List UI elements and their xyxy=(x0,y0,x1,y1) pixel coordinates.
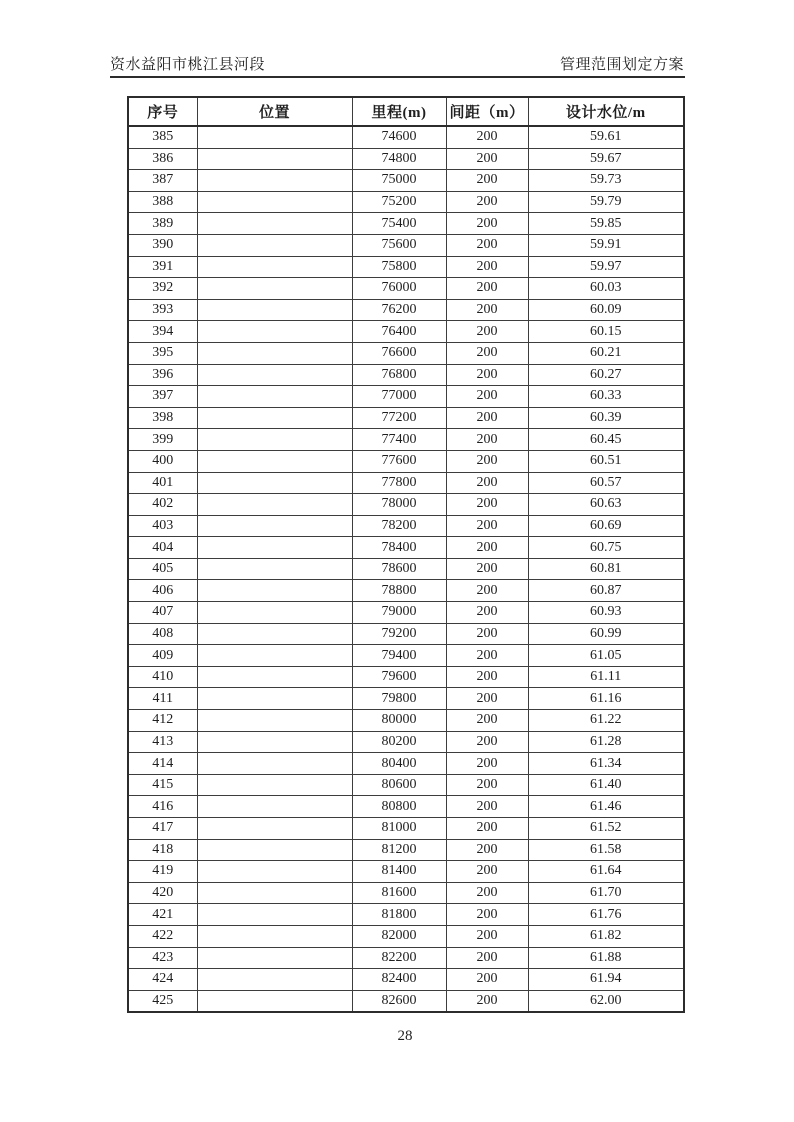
cell-location xyxy=(197,904,352,926)
cell-seq-no: 401 xyxy=(128,472,197,494)
table-row xyxy=(128,364,684,386)
cell-mileage: 75600 xyxy=(352,234,446,256)
cell-spacing: 200 xyxy=(446,537,528,559)
cell-location xyxy=(197,429,352,451)
cell-seq-no: 399 xyxy=(128,429,197,451)
cell-location xyxy=(197,148,352,170)
cell-design-water-level: 60.03 xyxy=(528,278,684,300)
cell-location xyxy=(197,623,352,645)
cell-spacing: 200 xyxy=(446,364,528,386)
cell-location xyxy=(197,515,352,537)
cell-seq-no: 418 xyxy=(128,839,197,861)
cell-mileage: 77800 xyxy=(352,472,446,494)
cell-seq-no: 385 xyxy=(128,126,197,148)
table-row xyxy=(128,256,684,278)
cell-location xyxy=(197,645,352,667)
cell-design-water-level: 61.05 xyxy=(528,645,684,667)
cell-seq-no: 408 xyxy=(128,623,197,645)
cell-mileage: 81200 xyxy=(352,839,446,861)
cell-location xyxy=(197,558,352,580)
column-header-design-water-level: 设计水位/m xyxy=(528,97,684,126)
table-row xyxy=(128,191,684,213)
cell-mileage: 76400 xyxy=(352,321,446,343)
cell-location xyxy=(197,774,352,796)
table-row xyxy=(128,386,684,408)
cell-design-water-level: 60.75 xyxy=(528,537,684,559)
cell-design-water-level: 59.67 xyxy=(528,148,684,170)
cell-seq-no: 424 xyxy=(128,969,197,991)
cell-location xyxy=(197,278,352,300)
table-row xyxy=(128,882,684,904)
table-row xyxy=(128,170,684,192)
cell-spacing: 200 xyxy=(446,472,528,494)
cell-mileage: 78400 xyxy=(352,537,446,559)
cell-seq-no: 407 xyxy=(128,602,197,624)
cell-seq-no: 392 xyxy=(128,278,197,300)
cell-spacing: 200 xyxy=(446,947,528,969)
cell-mileage: 82400 xyxy=(352,969,446,991)
cell-design-water-level: 60.33 xyxy=(528,386,684,408)
cell-seq-no: 413 xyxy=(128,731,197,753)
cell-spacing: 200 xyxy=(446,796,528,818)
table-row xyxy=(128,450,684,472)
table-row xyxy=(128,515,684,537)
cell-mileage: 75800 xyxy=(352,256,446,278)
cell-location xyxy=(197,494,352,516)
water-level-table xyxy=(127,96,685,1013)
cell-mileage: 82000 xyxy=(352,925,446,947)
cell-seq-no: 422 xyxy=(128,925,197,947)
table-row xyxy=(128,234,684,256)
cell-spacing: 200 xyxy=(446,990,528,1012)
cell-seq-no: 421 xyxy=(128,904,197,926)
table-row xyxy=(128,839,684,861)
cell-mileage: 78200 xyxy=(352,515,446,537)
cell-location xyxy=(197,666,352,688)
cell-mileage: 76800 xyxy=(352,364,446,386)
cell-location xyxy=(197,386,352,408)
cell-mileage: 82200 xyxy=(352,947,446,969)
table-row xyxy=(128,407,684,429)
cell-spacing: 200 xyxy=(446,645,528,667)
cell-design-water-level: 60.45 xyxy=(528,429,684,451)
cell-seq-no: 416 xyxy=(128,796,197,818)
cell-location xyxy=(197,537,352,559)
cell-seq-no: 393 xyxy=(128,299,197,321)
table-row xyxy=(128,990,684,1012)
table-row xyxy=(128,710,684,732)
table-row xyxy=(128,580,684,602)
cell-location xyxy=(197,602,352,624)
table-row xyxy=(128,688,684,710)
cell-design-water-level: 60.39 xyxy=(528,407,684,429)
cell-design-water-level: 61.58 xyxy=(528,839,684,861)
cell-spacing: 200 xyxy=(446,839,528,861)
cell-spacing: 200 xyxy=(446,580,528,602)
cell-design-water-level: 59.79 xyxy=(528,191,684,213)
table-row xyxy=(128,494,684,516)
cell-seq-no: 414 xyxy=(128,753,197,775)
cell-design-water-level: 61.64 xyxy=(528,861,684,883)
cell-design-water-level: 61.52 xyxy=(528,818,684,840)
cell-mileage: 78000 xyxy=(352,494,446,516)
cell-design-water-level: 59.97 xyxy=(528,256,684,278)
cell-location xyxy=(197,861,352,883)
cell-design-water-level: 60.81 xyxy=(528,558,684,580)
cell-spacing: 200 xyxy=(446,515,528,537)
cell-design-water-level: 62.00 xyxy=(528,990,684,1012)
cell-spacing: 200 xyxy=(446,278,528,300)
cell-location xyxy=(197,450,352,472)
table-row xyxy=(128,969,684,991)
column-header-spacing: 间距（m） xyxy=(446,97,528,126)
header-rule xyxy=(110,76,685,78)
table-row xyxy=(128,947,684,969)
cell-location xyxy=(197,731,352,753)
cell-spacing: 200 xyxy=(446,774,528,796)
cell-location xyxy=(197,342,352,364)
cell-mileage: 80200 xyxy=(352,731,446,753)
cell-location xyxy=(197,925,352,947)
cell-design-water-level: 60.21 xyxy=(528,342,684,364)
cell-design-water-level: 61.94 xyxy=(528,969,684,991)
cell-seq-no: 394 xyxy=(128,321,197,343)
cell-mileage: 81800 xyxy=(352,904,446,926)
column-header-location: 位置 xyxy=(197,97,352,126)
cell-design-water-level: 59.85 xyxy=(528,213,684,235)
cell-spacing: 200 xyxy=(446,710,528,732)
cell-design-water-level: 60.93 xyxy=(528,602,684,624)
cell-design-water-level: 61.22 xyxy=(528,710,684,732)
cell-location xyxy=(197,818,352,840)
cell-seq-no: 419 xyxy=(128,861,197,883)
cell-design-water-level: 59.91 xyxy=(528,234,684,256)
cell-design-water-level: 59.61 xyxy=(528,126,684,148)
cell-mileage: 80400 xyxy=(352,753,446,775)
cell-seq-no: 412 xyxy=(128,710,197,732)
table-row xyxy=(128,213,684,235)
cell-spacing: 200 xyxy=(446,602,528,624)
cell-mileage: 80600 xyxy=(352,774,446,796)
cell-location xyxy=(197,234,352,256)
cell-spacing: 200 xyxy=(446,925,528,947)
cell-design-water-level: 60.09 xyxy=(528,299,684,321)
cell-mileage: 79600 xyxy=(352,666,446,688)
cell-spacing: 200 xyxy=(446,818,528,840)
cell-mileage: 79400 xyxy=(352,645,446,667)
table-row xyxy=(128,818,684,840)
table-row xyxy=(128,537,684,559)
cell-seq-no: 390 xyxy=(128,234,197,256)
cell-mileage: 77000 xyxy=(352,386,446,408)
table-row xyxy=(128,148,684,170)
cell-seq-no: 402 xyxy=(128,494,197,516)
cell-design-water-level: 60.63 xyxy=(528,494,684,516)
page-number: 28 xyxy=(397,1028,413,1044)
table-row xyxy=(128,342,684,364)
cell-spacing: 200 xyxy=(446,234,528,256)
cell-seq-no: 403 xyxy=(128,515,197,537)
cell-spacing: 200 xyxy=(446,904,528,926)
cell-seq-no: 395 xyxy=(128,342,197,364)
cell-design-water-level: 61.76 xyxy=(528,904,684,926)
table-row xyxy=(128,429,684,451)
cell-mileage: 79200 xyxy=(352,623,446,645)
table-row xyxy=(128,861,684,883)
cell-seq-no: 396 xyxy=(128,364,197,386)
cell-spacing: 200 xyxy=(446,407,528,429)
cell-location xyxy=(197,126,352,148)
table-row xyxy=(128,731,684,753)
table-row xyxy=(128,321,684,343)
cell-location xyxy=(197,882,352,904)
cell-design-water-level: 61.40 xyxy=(528,774,684,796)
table-row xyxy=(128,602,684,624)
cell-location xyxy=(197,947,352,969)
cell-design-water-level: 61.16 xyxy=(528,688,684,710)
cell-spacing: 200 xyxy=(446,558,528,580)
cell-seq-no: 404 xyxy=(128,537,197,559)
cell-seq-no: 415 xyxy=(128,774,197,796)
cell-location xyxy=(197,688,352,710)
table-row xyxy=(128,558,684,580)
cell-location xyxy=(197,364,352,386)
cell-spacing: 200 xyxy=(446,861,528,883)
cell-mileage: 80800 xyxy=(352,796,446,818)
cell-seq-no: 386 xyxy=(128,148,197,170)
cell-location xyxy=(197,407,352,429)
cell-location xyxy=(197,256,352,278)
cell-mileage: 75200 xyxy=(352,191,446,213)
cell-mileage: 76200 xyxy=(352,299,446,321)
cell-spacing: 200 xyxy=(446,148,528,170)
column-header-mileage: 里程(m) xyxy=(352,97,446,126)
cell-location xyxy=(197,191,352,213)
cell-mileage: 74600 xyxy=(352,126,446,148)
cell-design-water-level: 60.69 xyxy=(528,515,684,537)
cell-seq-no: 405 xyxy=(128,558,197,580)
cell-design-water-level: 61.11 xyxy=(528,666,684,688)
table-row xyxy=(128,472,684,494)
cell-spacing: 200 xyxy=(446,753,528,775)
header-right-text: 管理范围划定方案 xyxy=(559,57,684,73)
cell-mileage: 79000 xyxy=(352,602,446,624)
table-row xyxy=(128,925,684,947)
cell-spacing: 200 xyxy=(446,731,528,753)
cell-design-water-level: 59.73 xyxy=(528,170,684,192)
cell-spacing: 200 xyxy=(446,342,528,364)
cell-mileage: 80000 xyxy=(352,710,446,732)
cell-seq-no: 388 xyxy=(128,191,197,213)
cell-mileage: 82600 xyxy=(352,990,446,1012)
cell-seq-no: 398 xyxy=(128,407,197,429)
table-row xyxy=(128,796,684,818)
cell-seq-no: 417 xyxy=(128,818,197,840)
cell-seq-no: 406 xyxy=(128,580,197,602)
cell-mileage: 78600 xyxy=(352,558,446,580)
cell-spacing: 200 xyxy=(446,882,528,904)
cell-spacing: 200 xyxy=(446,450,528,472)
cell-seq-no: 420 xyxy=(128,882,197,904)
cell-spacing: 200 xyxy=(446,256,528,278)
cell-mileage: 76600 xyxy=(352,342,446,364)
cell-location xyxy=(197,580,352,602)
table-row xyxy=(128,126,684,148)
cell-seq-no: 423 xyxy=(128,947,197,969)
cell-spacing: 200 xyxy=(446,191,528,213)
cell-location xyxy=(197,990,352,1012)
cell-design-water-level: 61.82 xyxy=(528,925,684,947)
page-running-header xyxy=(110,53,684,74)
cell-spacing: 200 xyxy=(446,321,528,343)
table-row xyxy=(128,623,684,645)
cell-spacing: 200 xyxy=(446,429,528,451)
cell-spacing: 200 xyxy=(446,170,528,192)
cell-mileage: 81000 xyxy=(352,818,446,840)
cell-location xyxy=(197,170,352,192)
table-row xyxy=(128,666,684,688)
cell-location xyxy=(197,839,352,861)
cell-seq-no: 400 xyxy=(128,450,197,472)
cell-design-water-level: 60.99 xyxy=(528,623,684,645)
cell-seq-no: 411 xyxy=(128,688,197,710)
cell-design-water-level: 60.57 xyxy=(528,472,684,494)
cell-design-water-level: 60.51 xyxy=(528,450,684,472)
cell-mileage: 77400 xyxy=(352,429,446,451)
table-row xyxy=(128,753,684,775)
cell-location xyxy=(197,796,352,818)
cell-spacing: 200 xyxy=(446,386,528,408)
cell-design-water-level: 60.27 xyxy=(528,364,684,386)
cell-mileage: 75000 xyxy=(352,170,446,192)
cell-mileage: 78800 xyxy=(352,580,446,602)
cell-location xyxy=(197,969,352,991)
cell-mileage: 81400 xyxy=(352,861,446,883)
cell-location xyxy=(197,472,352,494)
cell-mileage: 79800 xyxy=(352,688,446,710)
cell-spacing: 200 xyxy=(446,969,528,991)
cell-spacing: 200 xyxy=(446,623,528,645)
cell-mileage: 81600 xyxy=(352,882,446,904)
cell-design-water-level: 60.15 xyxy=(528,321,684,343)
table-row xyxy=(128,774,684,796)
cell-location xyxy=(197,321,352,343)
cell-mileage: 77200 xyxy=(352,407,446,429)
cell-spacing: 200 xyxy=(446,494,528,516)
cell-seq-no: 387 xyxy=(128,170,197,192)
cell-seq-no: 389 xyxy=(128,213,197,235)
cell-seq-no: 397 xyxy=(128,386,197,408)
cell-design-water-level: 61.46 xyxy=(528,796,684,818)
table-row xyxy=(128,299,684,321)
column-header-seq-no: 序号 xyxy=(128,97,197,126)
cell-spacing: 200 xyxy=(446,688,528,710)
cell-mileage: 77600 xyxy=(352,450,446,472)
cell-location xyxy=(197,753,352,775)
cell-seq-no: 391 xyxy=(128,256,197,278)
table-row xyxy=(128,278,684,300)
cell-mileage: 74800 xyxy=(352,148,446,170)
cell-design-water-level: 61.88 xyxy=(528,947,684,969)
header-left-text: 资水益阳市桃江县河段 xyxy=(110,57,266,73)
table-row xyxy=(128,904,684,926)
cell-spacing: 200 xyxy=(446,299,528,321)
cell-spacing: 200 xyxy=(446,126,528,148)
table-row xyxy=(128,645,684,667)
cell-design-water-level: 61.28 xyxy=(528,731,684,753)
cell-design-water-level: 61.34 xyxy=(528,753,684,775)
cell-seq-no: 410 xyxy=(128,666,197,688)
cell-location xyxy=(197,213,352,235)
cell-location xyxy=(197,710,352,732)
table-header-row xyxy=(128,97,684,126)
cell-seq-no: 409 xyxy=(128,645,197,667)
cell-design-water-level: 60.87 xyxy=(528,580,684,602)
cell-location xyxy=(197,299,352,321)
cell-design-water-level: 61.70 xyxy=(528,882,684,904)
cell-spacing: 200 xyxy=(446,666,528,688)
cell-mileage: 76000 xyxy=(352,278,446,300)
cell-mileage: 75400 xyxy=(352,213,446,235)
cell-seq-no: 425 xyxy=(128,990,197,1012)
cell-spacing: 200 xyxy=(446,213,528,235)
